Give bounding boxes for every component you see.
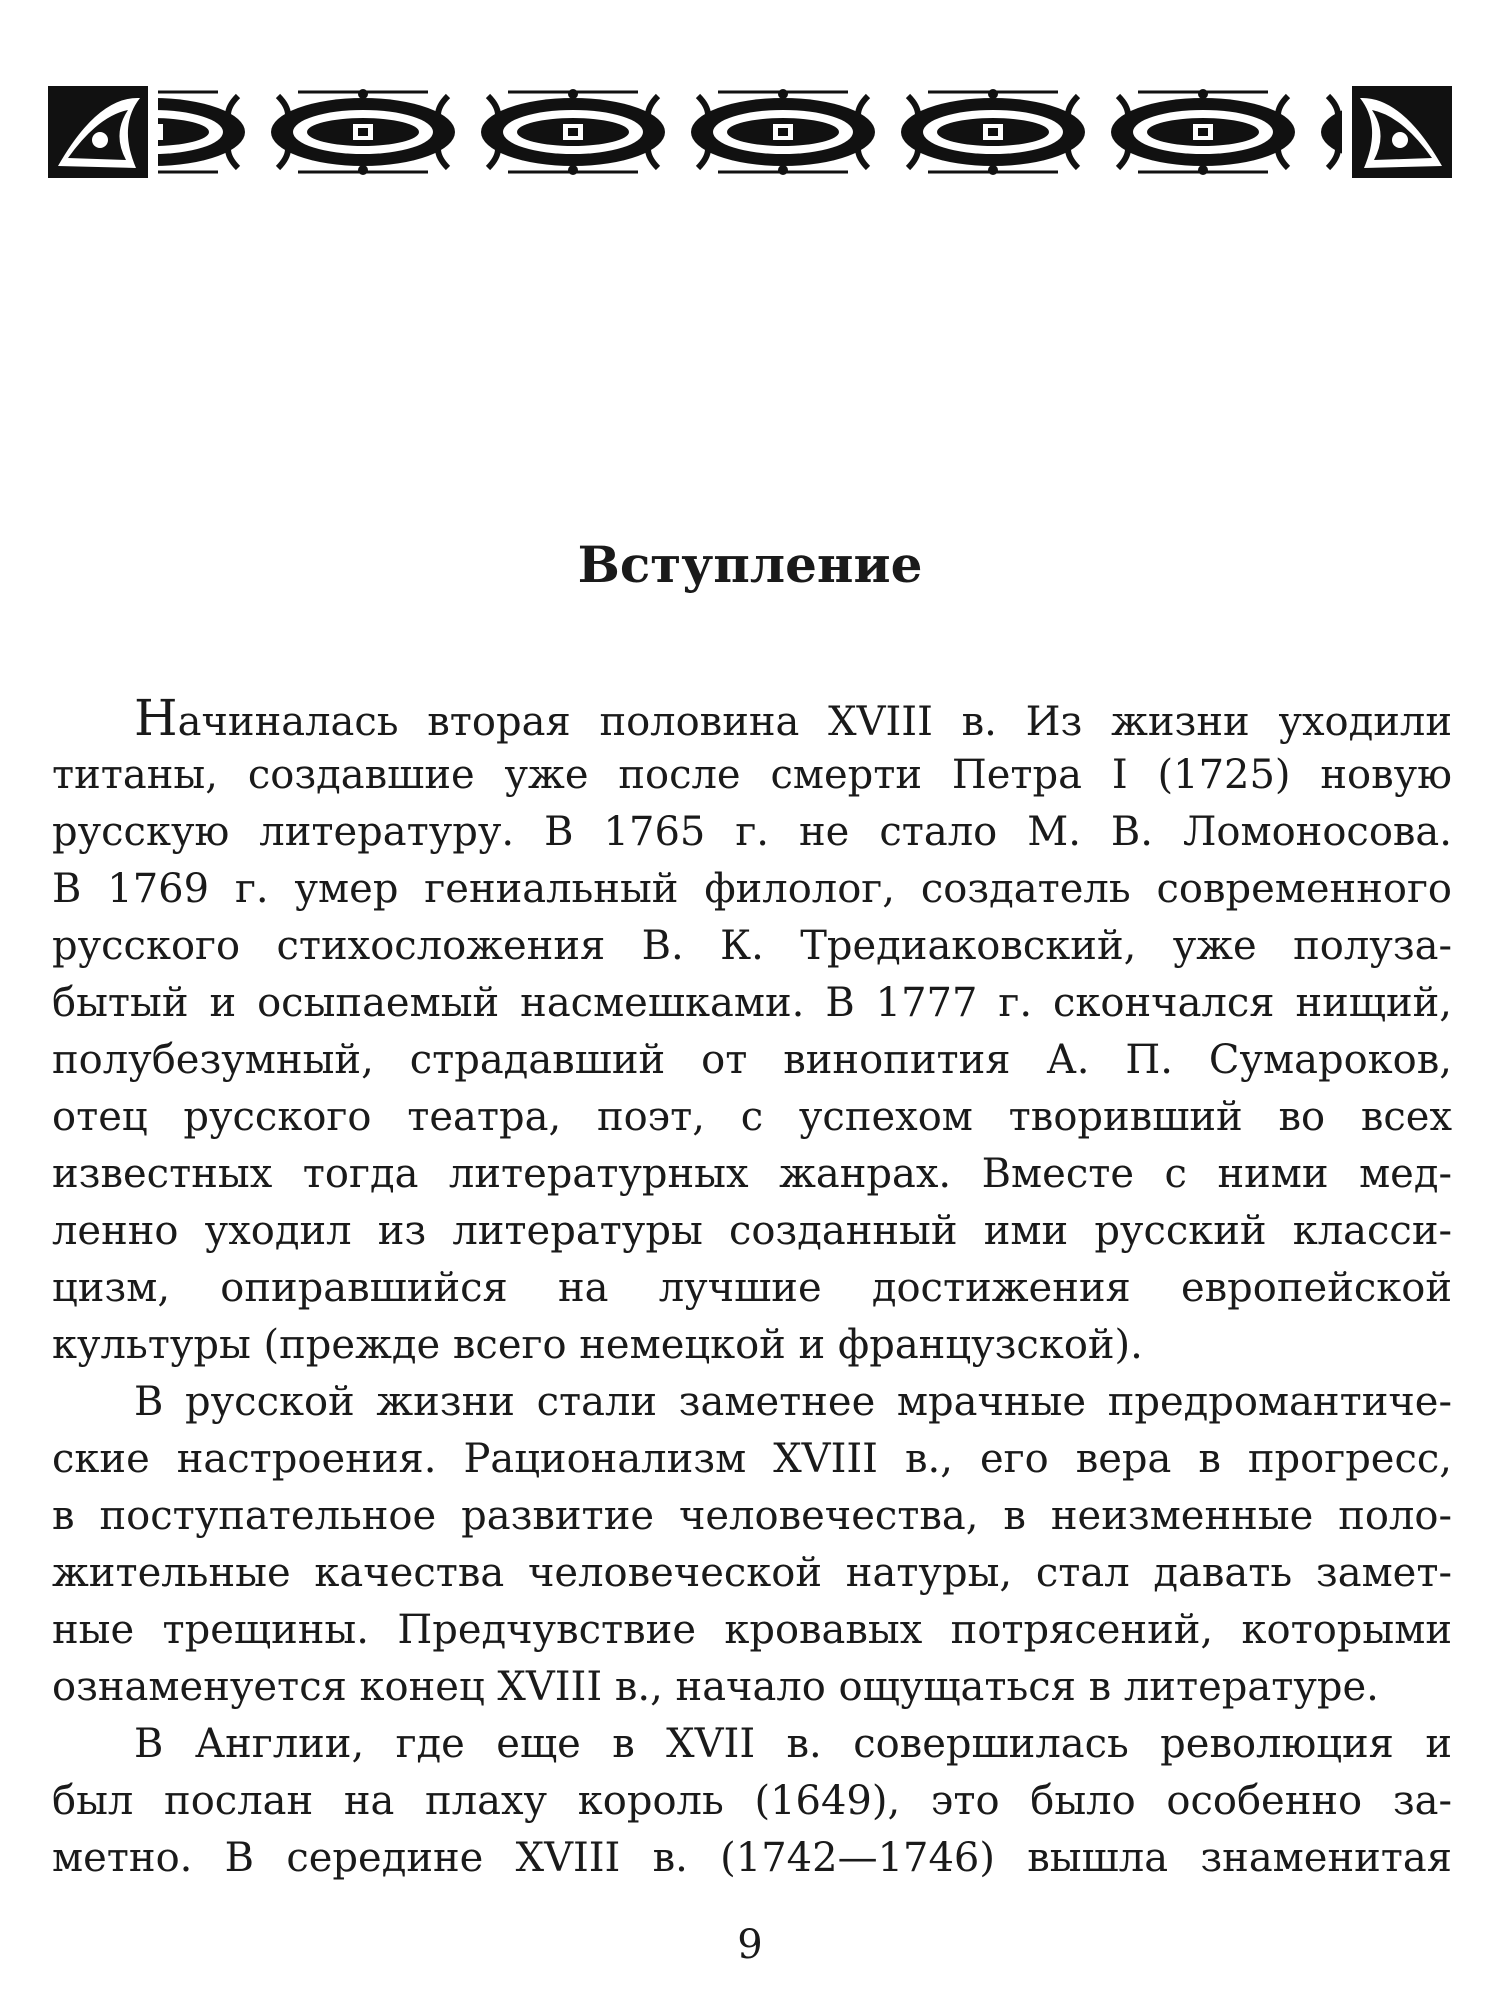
- text-line: титаны, создавшие уже после смерти Петра I (1725) новую: [52, 752, 1452, 798]
- text-line: ленно уходил из литературы созданный ими русский класси-: [52, 1208, 1452, 1254]
- text-line: бытый и осыпаемый насмешками. В 1777 г. скончался нищий,: [52, 980, 1452, 1026]
- text-line: в поступательное развитие человечества, в неизменные поло-: [52, 1493, 1452, 1539]
- page-number: 9: [737, 1922, 763, 1968]
- chapter-title: Вступление: [577, 535, 923, 594]
- text-line: ознаменуется конец XVIII в., начало ощущаться в литературе.: [52, 1664, 1379, 1710]
- text-line: отец русского театра, поэт, с успехом творивший во всех: [52, 1094, 1452, 1140]
- text-line: был послан на плаху король (1649), это было особенно за-: [52, 1778, 1452, 1824]
- text-line: цизм, опиравшийся на лучшие достижения европейской: [52, 1265, 1452, 1311]
- text-line: [52, 690, 1452, 747]
- text-line: ные трещины. Предчувствие кровавых потрясений, которыми: [52, 1607, 1452, 1653]
- text-line: русского стихосложения В. К. Тредиаковский, уже полуза-: [52, 923, 1452, 969]
- first-letter: Н: [134, 689, 178, 747]
- ornamental-border-icon: [48, 86, 1452, 178]
- body-text: [52, 690, 1452, 1887]
- text-line: культуры (прежде всего немецкой и французской).: [52, 1322, 1143, 1368]
- text-line: полубезумный, страдавший от винопития А. П. Сумароков,: [52, 1037, 1452, 1083]
- line-text: ачиналась вторая половина XVIII в. Из жизни уходили: [177, 699, 1452, 745]
- text-line: В Англии, где еще в XVII в. совершилась революция и: [134, 1721, 1452, 1767]
- text-line: известных тогда литературных жанрах. Вместе с ними мед-: [52, 1151, 1452, 1197]
- text-line: В 1769 г. умер гениальный филолог, создатель современного: [52, 866, 1452, 912]
- text-line: метно. В середине XVIII в. (1742—1746) вышла знаменитая: [52, 1835, 1452, 1881]
- text-line: русскую литературу. В 1765 г. не стало М. В. Ломоносова.: [52, 809, 1452, 855]
- text-line: В русской жизни стали заметнее мрачные предромантиче-: [134, 1379, 1452, 1425]
- text-line: жительные качества человеческой натуры, стал давать замет-: [52, 1550, 1452, 1596]
- text-line: ские настроения. Рационализм XVIII в., его вера в прогресс,: [52, 1436, 1452, 1482]
